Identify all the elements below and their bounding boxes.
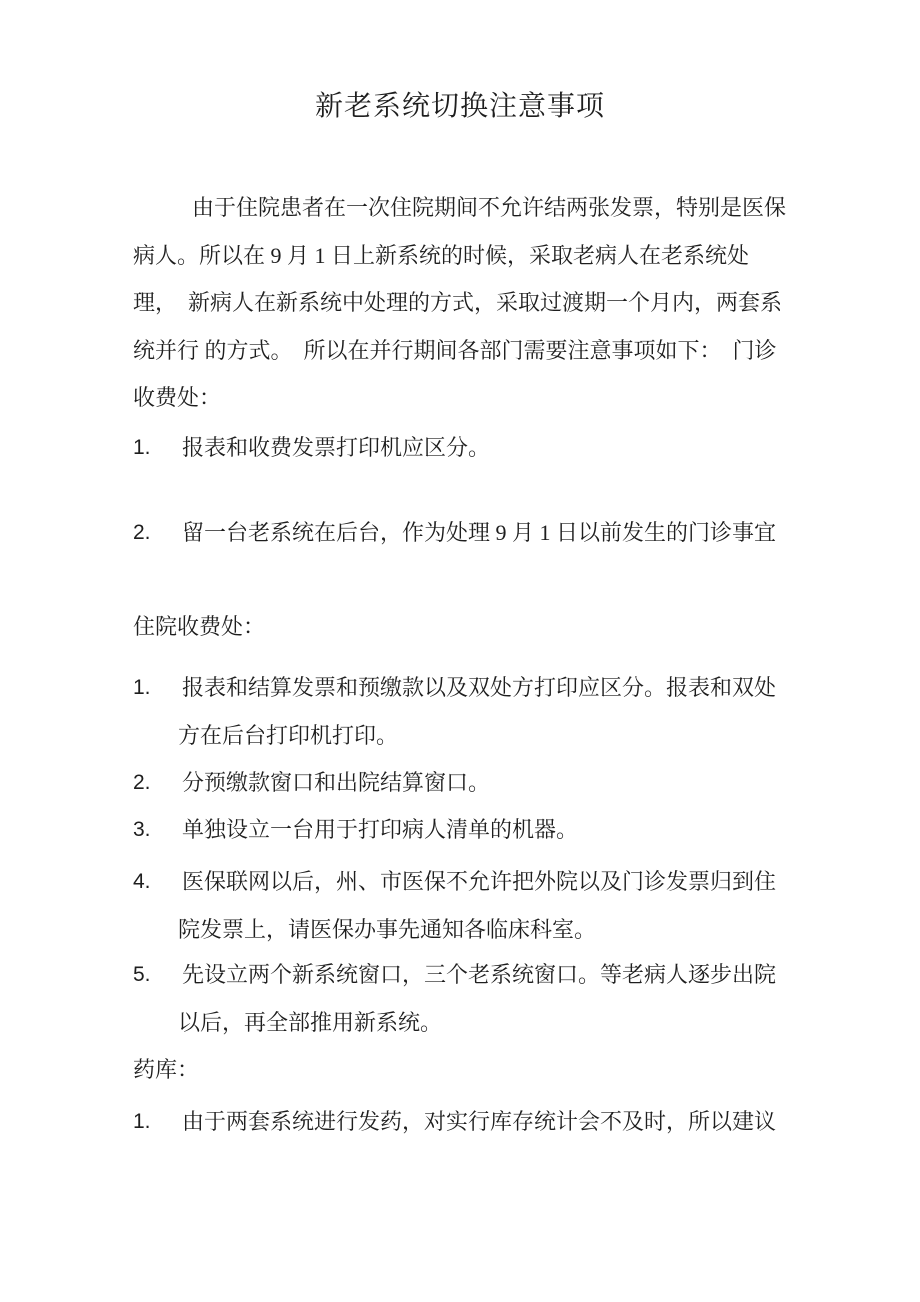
item-line: 分预缴款窗口和出院结算窗口。 <box>182 770 491 795</box>
intro-line: 由于住院患者在一次住院期间不允许结两张发票，特别是医保 <box>192 195 787 220</box>
item-line: 单独设立一台用于打印病人清单的机器。 <box>182 817 579 842</box>
list-item <box>133 664 813 759</box>
list-item <box>133 858 813 953</box>
item-line: 报表和收费发票打印机应区分。 <box>182 435 491 460</box>
intro-line: 病人。所以在 9 月 1 日上新系统的时候，采取老病人在老系统处 <box>133 242 750 268</box>
document-title: 新老系统切换注意事项 <box>314 91 605 122</box>
intro-line: 统并行 的方式。 所以在并行期间各部门需要注意事项如下： 门诊 <box>133 337 777 363</box>
section-header-inpatient <box>133 603 813 651</box>
intro-line: 理， 新病人在新系统中处理的方式，采取过渡期一个月内，两套系 <box>133 290 783 315</box>
item-number: 5. <box>133 963 151 986</box>
intro-line: 收费处： <box>133 385 222 410</box>
item-number: 3. <box>133 818 151 841</box>
item-number: 1. <box>133 436 151 459</box>
item-line: 先设立两个新系统窗口，三个老系统窗口。等老病人逐步出院 <box>182 962 777 987</box>
item-line: 以后，再全部推用新系统。 <box>178 1009 443 1035</box>
list-item <box>133 424 813 472</box>
item-number: 1. <box>133 676 151 699</box>
item-number: 2. <box>133 521 151 544</box>
section-header-text: 药库： <box>133 1057 200 1082</box>
section-header-text: 住院收费处： <box>133 614 266 639</box>
item-line: 院发票上，请医保办事先通知各临床科室。 <box>178 916 597 942</box>
list-item <box>133 759 813 807</box>
item-number: 1. <box>133 1110 151 1133</box>
item-number: 4. <box>133 870 151 893</box>
list-item <box>133 509 813 557</box>
item-line: 留一台老系统在后台，作为处理 9 月 1 日以前发生的门诊事宜 <box>182 520 777 545</box>
list-item <box>133 951 813 1046</box>
item-line: 报表和结算发票和预缴款以及双处方打印应区分。报表和双处 <box>182 675 777 700</box>
list-item <box>133 806 813 854</box>
intro-paragraph <box>133 184 813 422</box>
item-line: 方在后台打印机打印。 <box>178 722 399 748</box>
section-header-pharmacy <box>133 1046 813 1094</box>
item-number: 2. <box>133 771 151 794</box>
list-item <box>133 1098 813 1146</box>
item-line: 医保联网以后，州、市医保不允许把外院以及门诊发票归到住 <box>182 869 777 894</box>
item-line: 由于两套系统进行发药，对实行库存统计会不及时，所以建议 <box>182 1109 777 1134</box>
